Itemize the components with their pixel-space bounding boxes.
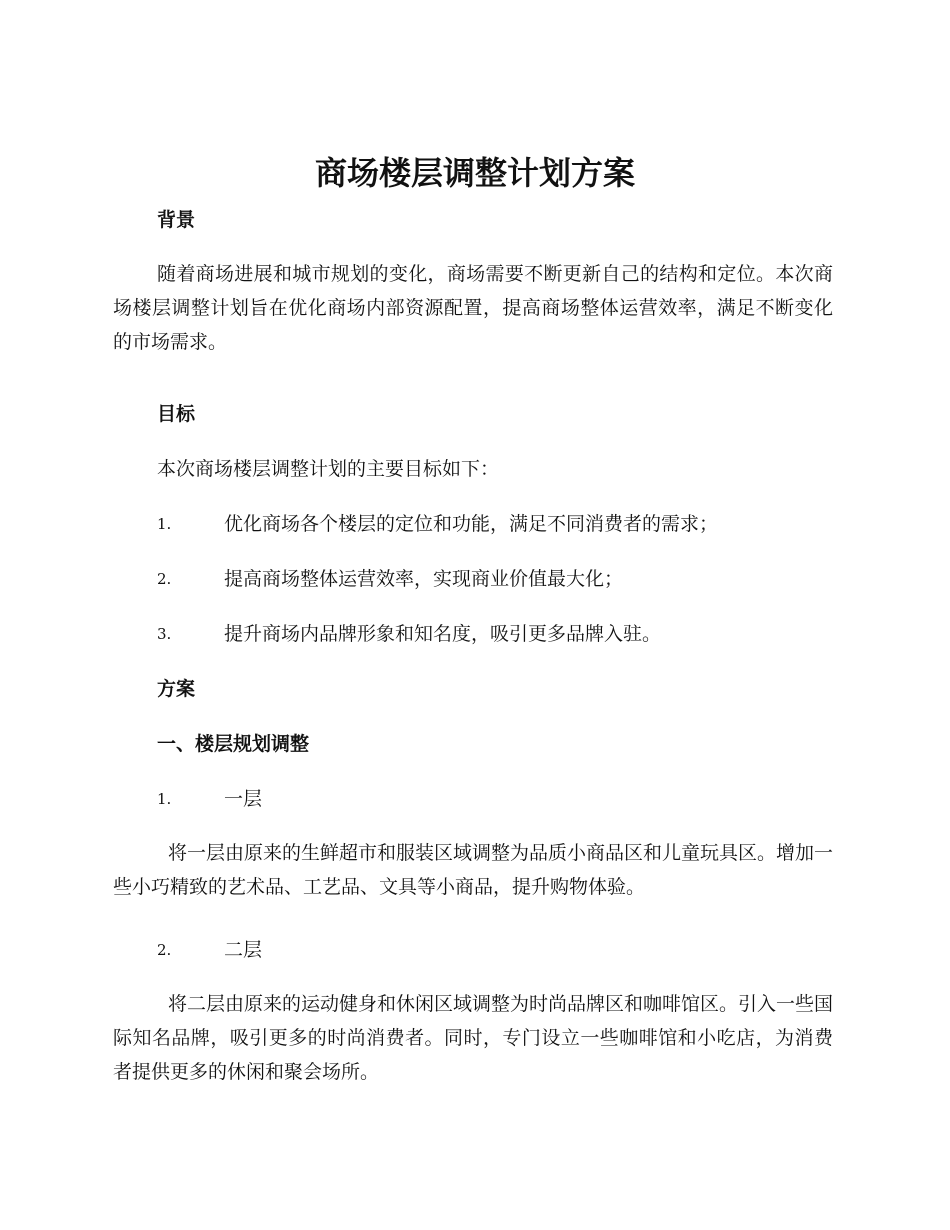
goals-intro: 本次商场楼层调整计划的主要目标如下： [157, 458, 500, 480]
floor-item-number: 1. [157, 790, 172, 808]
goal-item-text: 提升商场内品牌形象和知名度，吸引更多品牌入驻。 [224, 623, 662, 645]
section-heading-background: 背景 [157, 209, 196, 231]
goal-item-number: 3. [157, 625, 172, 643]
section-heading-plan: 方案 [157, 678, 196, 700]
goal-item-number: 2. [157, 570, 172, 588]
floor-item-number: 2. [157, 941, 172, 959]
goal-item-number: 1. [157, 515, 172, 533]
floor-item-name: 二层 [224, 939, 263, 961]
goal-item-text: 提高商场整体运营效率，实现商业价值最大化； [224, 568, 624, 590]
document-title: 商场楼层调整计划方案 [314, 154, 635, 192]
floor-paragraph: 将一层由原来的生鲜超市和服装区域调整为品质小商品区和儿童玩具区。增加一些小巧精致的艺术品、工艺品、文具等小商品，提升购物体验。 [113, 842, 834, 898]
goal-item-text: 优化商场各个楼层的定位和功能，满足不同消费者的需求； [224, 513, 719, 535]
background-paragraph: 随着商场进展和城市规划的变化，商场需要不断更新自己的结构和定位。本次商场楼层调整计划旨在优化商场内部资源配置，提高商场整体运营效率，满足不断变化的市场需求。 [113, 263, 833, 353]
floor-paragraph: 将二层由原来的运动健身和休闲区域调整为时尚品牌区和咖啡馆区。引入一些国际知名品牌，吸引更多的时尚消费者。同时，专门设立一些咖啡馆和小吃店，为消费者提供更多的休闲和聚会场所。 [113, 993, 834, 1083]
floor-item-name: 一层 [224, 788, 263, 810]
section-heading-goals: 目标 [157, 403, 196, 425]
subsection-heading-floor-plan: 一、楼层规划调整 [157, 733, 310, 755]
